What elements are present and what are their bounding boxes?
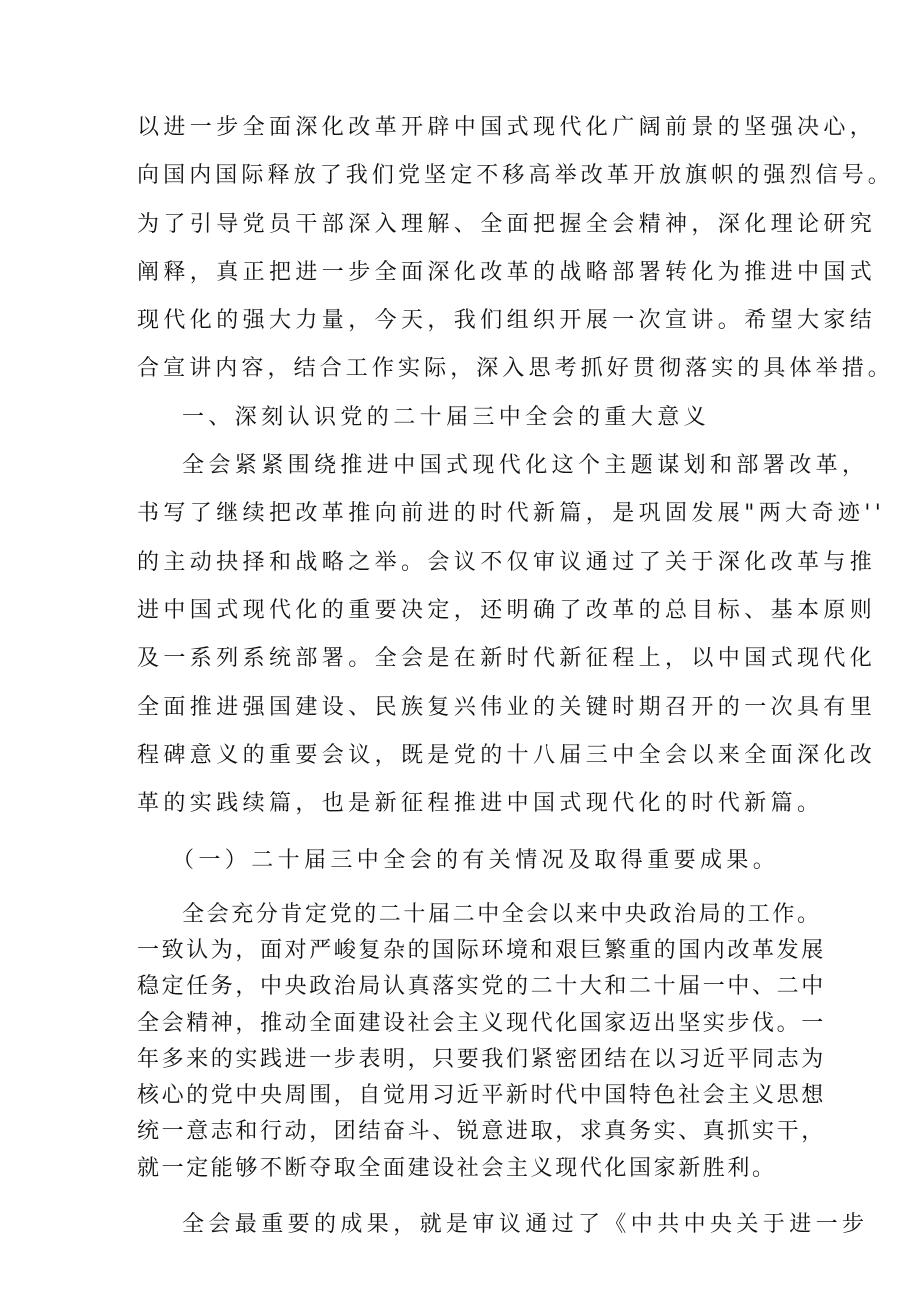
paragraph-line: 全会充分肯定党的二十届二中全会以来中央政治局的工作。 — [182, 902, 822, 927]
paragraph-line: 合宣讲内容，结合工作实际，深入思考抓好贯彻落实的具体举措。 — [137, 356, 894, 381]
paragraph-line: 现代化的强大力量，今天，我们组织开展一次宣讲。希望大家结 — [137, 308, 877, 333]
paragraph-line: 稳定任务，中央政治局认真落实党的二十大和二十届一中、二中 — [137, 974, 826, 999]
paragraph-line: 核心的党中央周围，自觉用习近平新时代中国特色社会主义思想 — [137, 1083, 826, 1108]
paragraph-line: 的主动抉择和战略之举。会议不仅审议通过了关于深化改革与推 — [137, 550, 877, 575]
paragraph-line: 程碑意义的重要会议，既是党的十八届三中全会以来全面深化改 — [137, 743, 877, 768]
paragraph-line: 全会紧紧围绕推进中国式现代化这个主题谋划和部署改革， — [182, 453, 869, 478]
paragraph-line: 全会精神，推动全面建设社会主义现代化国家迈出坚实步伐。一 — [137, 1011, 826, 1036]
paragraph-line: 书写了继续把改革推向前进的时代新篇，是巩固发展"两大奇迹'' — [137, 501, 886, 526]
paragraph-line: 以进一步全面深化改革开辟中国式现代化广阔前景的坚强决心， — [137, 115, 877, 140]
paragraph-line: 统一意志和行动，团结奋斗、锐意进取，求真务实、真抓实干， — [137, 1119, 826, 1144]
paragraph-line: 革的实践续篇，也是新征程推进中国式现代化的时代新篇。 — [137, 791, 824, 816]
paragraph-line: 为了引导党员干部深入理解、全面把握全会精神，深化理论研究 — [137, 212, 877, 237]
paragraph-line: 进中国式现代化的重要决定，还明确了改革的总目标、基本原则 — [137, 598, 877, 623]
section-heading: 一、深刻认识党的二十届三中全会的重大意义 — [182, 405, 711, 430]
paragraph-line: 就一定能够不断夺取全面建设社会主义现代化国家新胜利。 — [137, 1156, 777, 1181]
paragraph-line: 全会最重要的成果，就是审议通过了《中共中央关于进一步 — [182, 1212, 869, 1237]
paragraph-line: 年多来的实践进一步表明，只要我们紧密团结在以习近平同志为 — [137, 1047, 826, 1072]
paragraph-line: 向国内国际释放了我们党坚定不移高举改革开放旗帜的强烈信号。 — [137, 163, 894, 188]
paragraph-line: 阐释，真正把进一步全面深化改革的战略部署转化为推进中国式 — [137, 260, 877, 285]
paragraph-line: 一致认为，面对严峻复杂的国际环境和艰巨繁重的国内改革发展 — [137, 938, 826, 963]
subsection-heading: （一）二十届三中全会的有关情况及取得重要成果。 — [172, 848, 780, 873]
paragraph-line: 及一系列系统部署。全会是在新时代新征程上，以中国式现代化 — [137, 646, 877, 671]
paragraph-line: 全面推进强国建设、民族复兴伟业的关键时期召开的一次具有里 — [137, 695, 877, 720]
